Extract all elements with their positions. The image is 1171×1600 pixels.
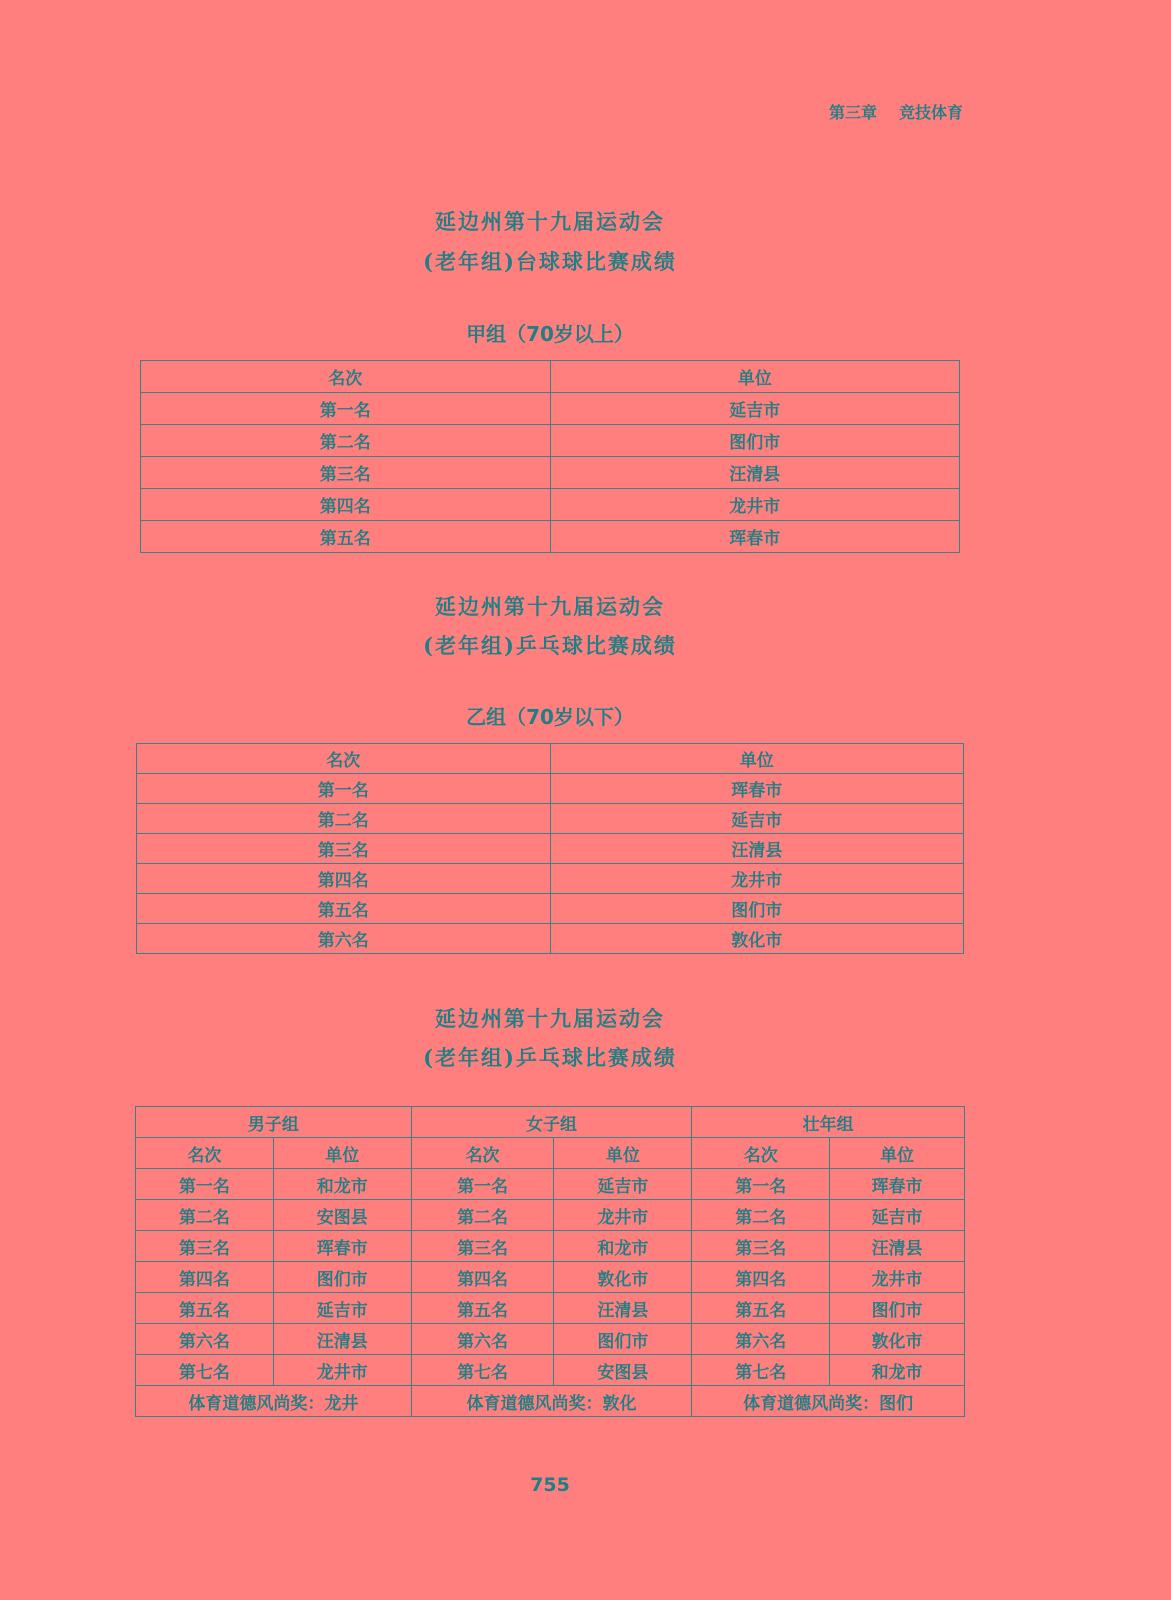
- award-row: [136, 1386, 965, 1417]
- rank-cell: 第七名: [411, 1355, 554, 1386]
- rank-cell: 第五名: [692, 1293, 830, 1324]
- unit-cell: 汪清县: [550, 457, 960, 489]
- section3-title-line2: (老年组)乒乓球比赛成绩: [423, 1045, 677, 1070]
- unit-cell: 延吉市: [830, 1200, 965, 1231]
- unit-cell: 龙井市: [273, 1355, 411, 1386]
- group-header: 女子组: [411, 1107, 692, 1138]
- unit-cell: 珲春市: [273, 1231, 411, 1262]
- table-row: [141, 521, 960, 553]
- rank-cell: 第一名: [141, 393, 551, 425]
- rank-cell: 第三名: [692, 1231, 830, 1262]
- rank-cell: 第六名: [137, 924, 551, 954]
- unit-cell: 图们市: [273, 1262, 411, 1293]
- rank-cell: 第四名: [411, 1262, 554, 1293]
- section2-group-title: 乙组（70岁以下）: [466, 705, 634, 729]
- table-row: [137, 864, 964, 894]
- unit-cell: 龙井市: [550, 489, 960, 521]
- column-header: 名次: [411, 1138, 554, 1169]
- table-row: [141, 489, 960, 521]
- section2-title-line2: (老年组)乒乓球比赛成绩: [423, 633, 677, 658]
- unit-cell: 汪清县: [273, 1324, 411, 1355]
- unit-cell: 龙井市: [550, 864, 964, 894]
- rank-cell: 第二名: [141, 425, 551, 457]
- unit-cell: 延吉市: [550, 804, 964, 834]
- rank-cell: 第一名: [137, 774, 551, 804]
- rank-cell: 第二名: [137, 804, 551, 834]
- unit-cell: 汪清县: [830, 1231, 965, 1262]
- page-number: 755: [530, 1474, 570, 1496]
- section1-table: [140, 360, 960, 553]
- group-header-row: [136, 1107, 965, 1138]
- column-header: 单位: [273, 1138, 411, 1169]
- section1-title-line1: 延边州第十九届运动会: [435, 209, 665, 234]
- section1-group-title: 甲组（70岁以上）: [466, 322, 634, 346]
- table-row: [137, 924, 964, 954]
- table-row: [137, 834, 964, 864]
- column-header: 名次: [136, 1138, 274, 1169]
- column-header: 单位: [830, 1138, 965, 1169]
- rank-cell: 第七名: [692, 1355, 830, 1386]
- rank-cell: 第四名: [692, 1262, 830, 1293]
- column-header: 名次: [137, 744, 551, 774]
- table-row: [136, 1293, 965, 1324]
- rank-cell: 第六名: [411, 1324, 554, 1355]
- table-row: [136, 1355, 965, 1386]
- header-row: [141, 361, 960, 393]
- rank-cell: 第二名: [692, 1200, 830, 1231]
- table-row: [137, 804, 964, 834]
- unit-cell: 图们市: [550, 425, 960, 457]
- rank-cell: 第一名: [136, 1169, 274, 1200]
- table-row: [141, 425, 960, 457]
- rank-cell: 第二名: [411, 1200, 554, 1231]
- table-row: [136, 1200, 965, 1231]
- unit-cell: 延吉市: [554, 1169, 692, 1200]
- section3-table: [135, 1106, 965, 1417]
- rank-cell: 第二名: [136, 1200, 274, 1231]
- running-head: [829, 100, 963, 123]
- header-row: [137, 744, 964, 774]
- group-header: 壮年组: [692, 1107, 965, 1138]
- rank-cell: 第三名: [137, 834, 551, 864]
- unit-cell: 敦化市: [554, 1262, 692, 1293]
- rank-cell: 第五名: [141, 521, 551, 553]
- rank-cell: 第五名: [137, 894, 551, 924]
- unit-cell: 和龙市: [554, 1231, 692, 1262]
- rank-cell: 第三名: [411, 1231, 554, 1262]
- rank-cell: 第三名: [136, 1231, 274, 1262]
- section2-title-line1: 延边州第十九届运动会: [435, 594, 665, 619]
- column-header: 单位: [554, 1138, 692, 1169]
- award-cell: 体育道德风尚奖：敦化: [411, 1386, 692, 1417]
- unit-cell: 龙井市: [554, 1200, 692, 1231]
- table-row: [137, 774, 964, 804]
- table-row: [136, 1262, 965, 1293]
- unit-cell: 龙井市: [830, 1262, 965, 1293]
- table-row: [141, 393, 960, 425]
- section1-title-line2: (老年组)台球球比赛成绩: [423, 249, 677, 274]
- unit-cell: 延吉市: [273, 1293, 411, 1324]
- unit-cell: 图们市: [830, 1293, 965, 1324]
- column-header: 单位: [550, 361, 960, 393]
- rank-cell: 第六名: [136, 1324, 274, 1355]
- group-header: 男子组: [136, 1107, 412, 1138]
- rank-cell: 第三名: [141, 457, 551, 489]
- unit-cell: 安图县: [554, 1355, 692, 1386]
- rank-cell: 第四名: [137, 864, 551, 894]
- rank-cell: 第六名: [692, 1324, 830, 1355]
- column-header: 名次: [692, 1138, 830, 1169]
- unit-cell: 图们市: [550, 894, 964, 924]
- unit-cell: 敦化市: [830, 1324, 965, 1355]
- table-row: [136, 1169, 965, 1200]
- section3-title-line1: 延边州第十九届运动会: [435, 1006, 665, 1031]
- table-row: [136, 1324, 965, 1355]
- rank-cell: 第五名: [411, 1293, 554, 1324]
- unit-cell: 汪清县: [554, 1293, 692, 1324]
- subheader-row: [136, 1138, 965, 1169]
- section-label: 竞技体育: [898, 103, 963, 122]
- rank-cell: 第一名: [692, 1169, 830, 1200]
- unit-cell: 珲春市: [550, 774, 964, 804]
- unit-cell: 珲春市: [550, 521, 960, 553]
- rank-cell: 第五名: [136, 1293, 274, 1324]
- chapter-label: 第三章: [828, 103, 877, 122]
- unit-cell: 敦化市: [550, 924, 964, 954]
- unit-cell: 和龙市: [273, 1169, 411, 1200]
- rank-cell: 第四名: [141, 489, 551, 521]
- award-cell: 体育道德风尚奖：龙井: [136, 1386, 412, 1417]
- column-header: 单位: [550, 744, 964, 774]
- table-row: [136, 1231, 965, 1262]
- column-header: 名次: [141, 361, 551, 393]
- unit-cell: 安图县: [273, 1200, 411, 1231]
- table-row: [137, 894, 964, 924]
- award-cell: 体育道德风尚奖：图们: [692, 1386, 965, 1417]
- rank-cell: 第四名: [136, 1262, 274, 1293]
- unit-cell: 图们市: [554, 1324, 692, 1355]
- unit-cell: 延吉市: [550, 393, 960, 425]
- rank-cell: 第七名: [136, 1355, 274, 1386]
- unit-cell: 汪清县: [550, 834, 964, 864]
- unit-cell: 珲春市: [830, 1169, 965, 1200]
- unit-cell: 和龙市: [830, 1355, 965, 1386]
- rank-cell: 第一名: [411, 1169, 554, 1200]
- table-row: [141, 457, 960, 489]
- section2-table: [136, 743, 964, 954]
